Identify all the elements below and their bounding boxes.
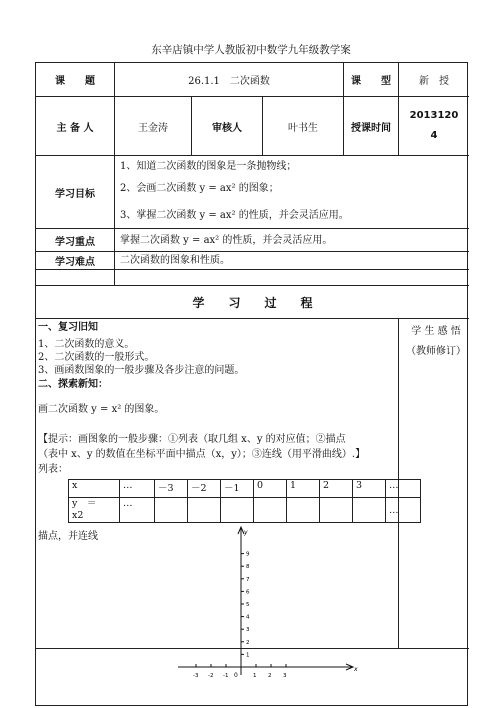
table-cell: 1	[287, 480, 320, 498]
table-cell: 3	[353, 480, 386, 498]
time-label: 授课时间	[351, 122, 391, 134]
y-axis-label: y	[244, 529, 248, 536]
x-tick-label: 1	[253, 673, 257, 679]
explore-heading: 二、探索新知：	[38, 379, 108, 390]
table-cell: …	[120, 480, 155, 498]
process-title: 学 习 过 程	[192, 295, 313, 310]
type-label: 课 型	[351, 76, 391, 87]
table-cell: 0	[254, 480, 287, 498]
coordinate-axes	[0, 520, 502, 708]
y-tick-label: 4	[246, 614, 250, 621]
explore-task: 画二次函数 y = x² 的图象。	[38, 404, 165, 415]
side-note-line1: 学 生 感 悟	[411, 326, 461, 337]
hint-line: 【提示：画图象的一般步骤：①列表（取几组 x、y 的对应值；②描点	[38, 434, 346, 445]
table-cell: …	[386, 498, 421, 523]
reviewer-value: 叶书生	[288, 122, 318, 134]
goal-item: 1、知道二次函数的图象是一条抛物线；	[120, 161, 297, 172]
x-axis-label: x	[354, 666, 358, 673]
topic-label: 课 题	[55, 76, 95, 87]
row-divider	[36, 269, 469, 270]
table-header-y	[69, 498, 120, 523]
table-header-y-line2: x2	[72, 510, 84, 521]
author-label: 主 备 人	[56, 122, 94, 134]
x-tick-label: 2	[268, 673, 272, 679]
y-tick-label: 2	[246, 639, 250, 646]
author-value: 王金涛	[138, 122, 168, 134]
type-value: 新 授	[419, 76, 449, 87]
x-tick-label: -1	[223, 673, 229, 679]
y-tick-label: 7	[246, 576, 250, 583]
origin-label: 0	[234, 672, 238, 679]
time-value	[399, 97, 469, 155]
difficulty-value: 二次函数的图象和性质。	[120, 255, 230, 266]
y-tick-label: 5	[246, 602, 250, 608]
document-title: 东辛店镇中学人教版初中数学九年级教学案	[151, 44, 351, 56]
x-tick-label: -3	[193, 673, 199, 679]
table-cell: －1	[221, 480, 254, 498]
table-cell: 2	[320, 480, 353, 498]
hint-line: （表中 x、y 的数值在坐标平面中描点（x，y）；③连线（用平滑曲线）.】	[38, 449, 366, 460]
table-header-y-line1: y ＝	[72, 498, 97, 509]
goals-label: 学习目标	[55, 188, 95, 200]
table-cell: －2	[188, 480, 221, 498]
y-tick-label: 8	[246, 564, 250, 571]
table-header-x: x	[69, 480, 120, 498]
table-cell	[221, 498, 254, 523]
table-cell: …	[386, 480, 421, 498]
y-tick-label: 6	[246, 589, 250, 596]
x-tick-label: -2	[208, 673, 214, 679]
review-heading: 一、复习旧知	[38, 322, 98, 333]
table-cell	[254, 498, 287, 523]
x-tick-label: 3	[283, 673, 287, 679]
row-divider	[36, 318, 469, 319]
y-tick-label: 9	[246, 551, 250, 558]
side-note-line2: （教师修订）	[406, 346, 466, 357]
goal-item: 2、会画二次函数 y = ax² 的图象；	[120, 183, 279, 194]
reviewer-label: 审核人	[212, 122, 242, 134]
review-item: 2、二次函数的一般形式。	[38, 352, 155, 363]
value-table	[68, 479, 421, 523]
key-point-label: 学习重点	[55, 236, 95, 248]
review-item: 3、画函数图象的一般步骤及各步注意的问题。	[38, 365, 245, 376]
time-value-line1: 2013120	[409, 110, 459, 121]
key-point-value: 掌握二次函数 y = ax² 的性质，并会灵活应用。	[120, 235, 333, 246]
table-row-x	[69, 480, 421, 498]
goal-item: 3、掌握二次函数 y = ax² 的性质，并会灵活应用。	[120, 210, 349, 221]
review-item: 1、二次函数的意义。	[38, 339, 135, 350]
table-cell: …	[120, 498, 155, 523]
difficulty-label: 学习难点	[55, 257, 95, 268]
table-cell	[353, 498, 386, 523]
table-row-y	[69, 498, 421, 523]
y-tick-label: 1	[246, 652, 250, 659]
table-cell	[155, 498, 188, 523]
table-cell	[320, 498, 353, 523]
plot-instruction: 描点，并连线	[38, 531, 98, 542]
table-cell	[188, 498, 221, 523]
topic-value: 26.1.1 二次函数	[188, 76, 270, 87]
table-cell: －3	[155, 480, 188, 498]
time-value-line2: 4	[430, 130, 438, 141]
table-cell	[287, 498, 320, 523]
hint-line: 列表：	[38, 464, 68, 475]
y-tick-label: 3	[246, 627, 250, 634]
